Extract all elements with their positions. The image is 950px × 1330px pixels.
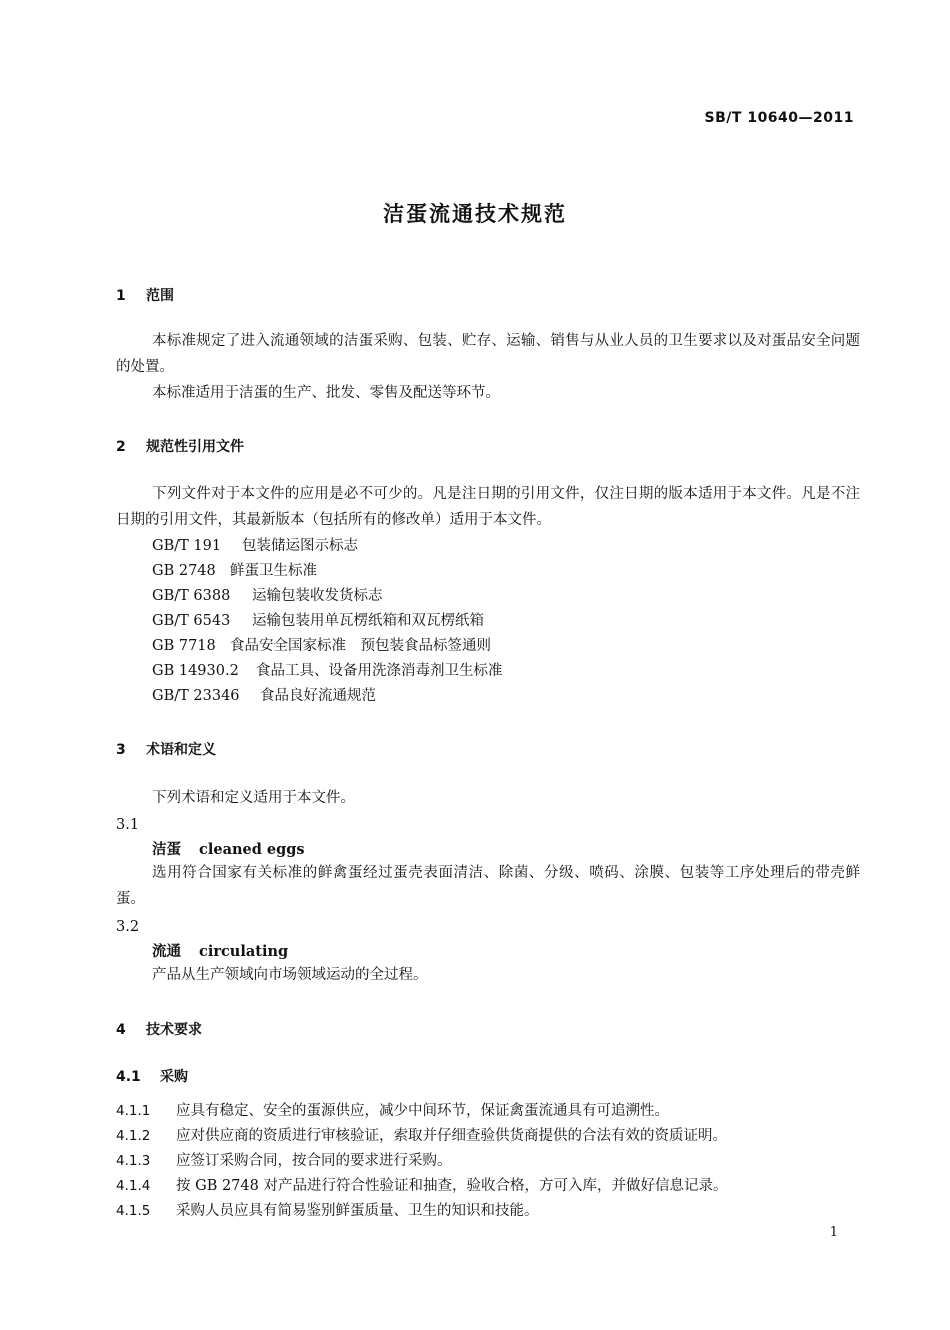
reference-item (152, 634, 491, 659)
section-4-heading (116, 1019, 202, 1039)
reference-code: GB 7718 (152, 638, 216, 654)
requirement-text: 应对供应商的资质进行审核验证，索取并仔细查验供货商提供的合法有效的资质证明。 (176, 1128, 727, 1144)
section-3-heading (116, 739, 216, 759)
reference-title: 包装储运图示标志 (242, 538, 358, 554)
subsection-title: 采购 (160, 1069, 188, 1085)
references-intro: 下列文件对于本文件的应用是必不可少的。凡是注日期的引用文件，仅注日期的版本适用于本文件。凡是不注日期的引用文件，其最新版本（包括所有的修改单）适用于本文件。 (116, 486, 860, 528)
requirement-text: 采购人员应具有简易鉴别鲜蛋质量、卫生的知识和技能。 (176, 1203, 539, 1219)
requirement-item (116, 1099, 669, 1124)
reference-code: GB/T 23346 (152, 688, 240, 704)
reference-code: GB 2748 (152, 563, 216, 579)
reference-title: 食品工具、设备用洗涤消毒剂卫生标准 (256, 663, 503, 679)
section-2-heading (116, 436, 244, 456)
term-name (152, 940, 288, 961)
term-name (152, 838, 305, 859)
requirement-text: 按 GB 2748 对产品进行符合性验证和抽查，验收合格，方可入库，并做好信息记录。 (176, 1178, 728, 1194)
requirement-item (116, 1149, 452, 1174)
reference-code: GB 14930.2 (152, 663, 239, 679)
reference-item (152, 534, 358, 559)
reference-item (152, 559, 317, 584)
term-definition: 产品从生产领域向市场领域运动的全过程。 (152, 967, 428, 983)
requirement-number: 4.1.5 (116, 1203, 151, 1219)
term-zh: 洁蛋 (152, 841, 181, 858)
section-number: 2 (116, 439, 126, 455)
reference-title: 运输包装用单瓦楞纸箱和双瓦楞纸箱 (252, 613, 484, 629)
reference-code: GB/T 6543 (152, 613, 231, 629)
subsection-number: 4.1 (116, 1069, 141, 1085)
reference-title: 食品良好流通规范 (260, 688, 376, 704)
requirement-number: 4.1.3 (116, 1153, 151, 1169)
subsection-4-1-heading (116, 1066, 188, 1086)
term-number: 3.1 (116, 817, 140, 833)
requirement-number: 4.1.1 (116, 1103, 151, 1119)
section-title: 术语和定义 (146, 742, 216, 758)
section-title: 规范性引用文件 (146, 439, 244, 455)
standard-number: SB/T 10640—2011 (704, 110, 854, 126)
page-title: 洁蛋流通技术规范 (383, 202, 567, 226)
section-title: 技术要求 (146, 1022, 202, 1038)
reference-title: 鲜蛋卫生标准 (230, 563, 317, 579)
scope-paragraph-2: 本标准适用于洁蛋的生产、批发、零售及配送等环节。 (152, 385, 500, 401)
reference-item (152, 609, 484, 634)
reference-item (152, 684, 376, 709)
term-definition: 选用符合国家有关标准的鲜禽蛋经过蛋壳表面清洁、除菌、分级、喷码、涂膜、包装等工序处理后的带壳鲜蛋。 (116, 865, 860, 907)
requirement-number: 4.1.4 (116, 1178, 151, 1194)
requirement-item (116, 1174, 727, 1199)
term-en: cleaned eggs (199, 841, 305, 858)
reference-code: GB/T 6388 (152, 588, 231, 604)
reference-item (152, 659, 503, 684)
requirement-number: 4.1.2 (116, 1128, 151, 1144)
requirement-text: 应具有稳定、安全的蛋源供应，减少中间环节，保证禽蛋流通具有可追溯性。 (176, 1103, 669, 1119)
reference-item (152, 584, 383, 609)
scope-paragraph-1: 本标准规定了进入流通领域的洁蛋采购、包装、贮存、运输、销售与从业人员的卫生要求以及对蛋品安全问题的处置。 (116, 333, 860, 375)
requirement-text: 应签订采购合同，按合同的要求进行采购。 (176, 1153, 452, 1169)
page-number: 1 (829, 1225, 838, 1240)
section-number: 1 (116, 288, 126, 304)
term-en: circulating (199, 943, 289, 960)
requirement-item (116, 1124, 727, 1149)
requirement-item (116, 1199, 539, 1224)
terms-intro: 下列术语和定义适用于本文件。 (152, 790, 355, 806)
section-1-heading (116, 285, 174, 305)
reference-code: GB/T 191 (152, 538, 222, 554)
reference-title: 运输包装收发货标志 (252, 588, 383, 604)
reference-title: 食品安全国家标准 预包装食品标签通则 (230, 638, 491, 654)
term-zh: 流通 (152, 943, 181, 960)
term-number: 3.2 (116, 919, 140, 935)
section-number: 4 (116, 1022, 126, 1038)
section-title: 范围 (146, 288, 174, 304)
section-number: 3 (116, 742, 126, 758)
